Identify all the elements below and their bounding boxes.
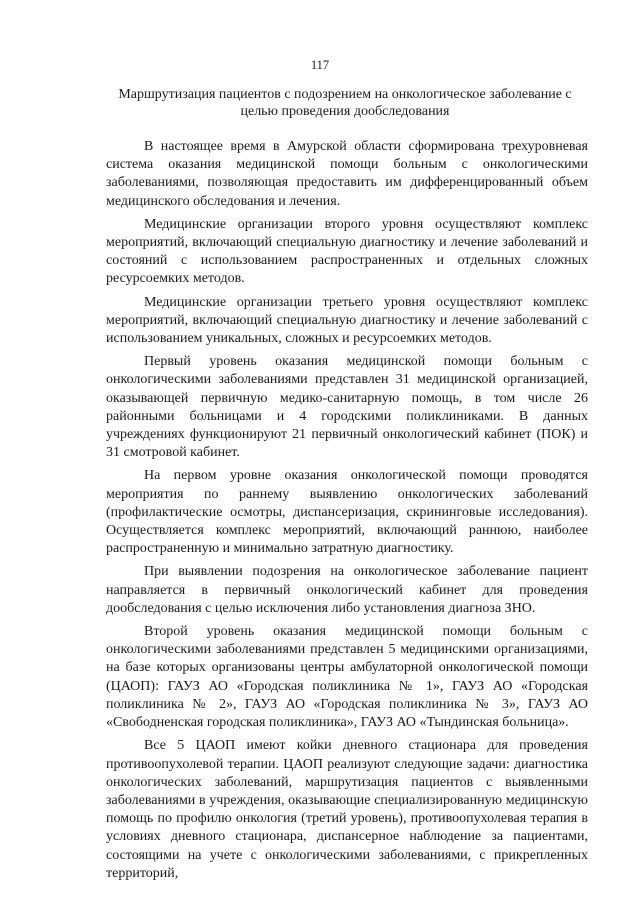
paragraph: При выявлении подозрения на онкологическое заболевание пациент направляется в первичный онкологический кабинет для проведения дообследования с целью исключения либо установления диагноза ЗНО. [106, 564, 588, 616]
page-number: 117 [310, 58, 330, 72]
paragraph: В настоящее время в Амурской области сформирована трехуровневая система оказания медицинской помощи больным с онкологическими заболеваниями, позволяющая предоставить им дифференцированный объем медицинского обследования и лечения. [106, 139, 588, 209]
body-text [106, 138, 588, 888]
paragraph: Второй уровень оказания медицинской помощи больным с онкологическими заболеваниями представлен 5 медицинскими организациями, на базе которых организованы центры амбулаторной онкологической помощи (ЦАОП): ГАУЗ АО «Городская поликлиника № 1», ГАУЗ АО «Городская поликлиника № 2», ГАУЗ АО «Городская поликлиника № 3», ГАУЗ АО «Свободненская городская поликлиника», ГАУЗ АО «Тындинская больница». [106, 624, 588, 731]
paragraph: На первом уровне оказания онкологической помощи проводятся мероприятия по раннему выявлению онкологических заболеваний (профилактические осмотры, диспансеризация, скрининговые исследования). Осуществляется комплекс мероприятий, включающий раннюю, наиболее распространенную и минимально затратную диагностику. [106, 468, 588, 557]
page-title: Маршрутизация пациентов с подозрением на онкологическое заболевание с целью проведения дообследования [118, 87, 572, 119]
paragraph: Первый уровень оказания медицинской помощи больным с онкологическими заболеваниями представлен 31 медицинской организацией, оказывающей первичную медико-санитарную помощь, в том числе 26 районными больницами и 4 городскими поликлиниками. В данных учреждениях функционируют 21 первичный онкологический кабинет (ПОК) и 31 смотровой кабинет. [106, 354, 588, 461]
paragraph: Медицинские организации третьего уровня осуществляют комплекс мероприятий, включающий специальную диагностику и лечение заболеваний с использованием уникальных, сложных и ресурсоемких методов. [106, 294, 588, 347]
paragraph: Все 5 ЦАОП имеют койки дневного стационара для проведения противоопухолевой терапии. ЦАОП реализуют следующие задачи: диагностика онкологических заболеваний, маршрутизация пациентов с выявленными заболеваниями в учреждения, оказывающие специализированную медицинскую помощь по профилю онкология (третий уровень), противоопухолевая терапия в условиях дневного стационара, диспансерное наблюдение за пациентами, состоящими на учете с онкологическими заболеваниями, с прикрепленных территорий, [106, 738, 588, 881]
paragraph: Медицинские организации второго уровня осуществляют комплекс мероприятий, включающий специальную диагностику и лечение заболеваний и состояний с использованием распространенных и отдельных сложных ресурсоемких методов. [106, 216, 588, 287]
